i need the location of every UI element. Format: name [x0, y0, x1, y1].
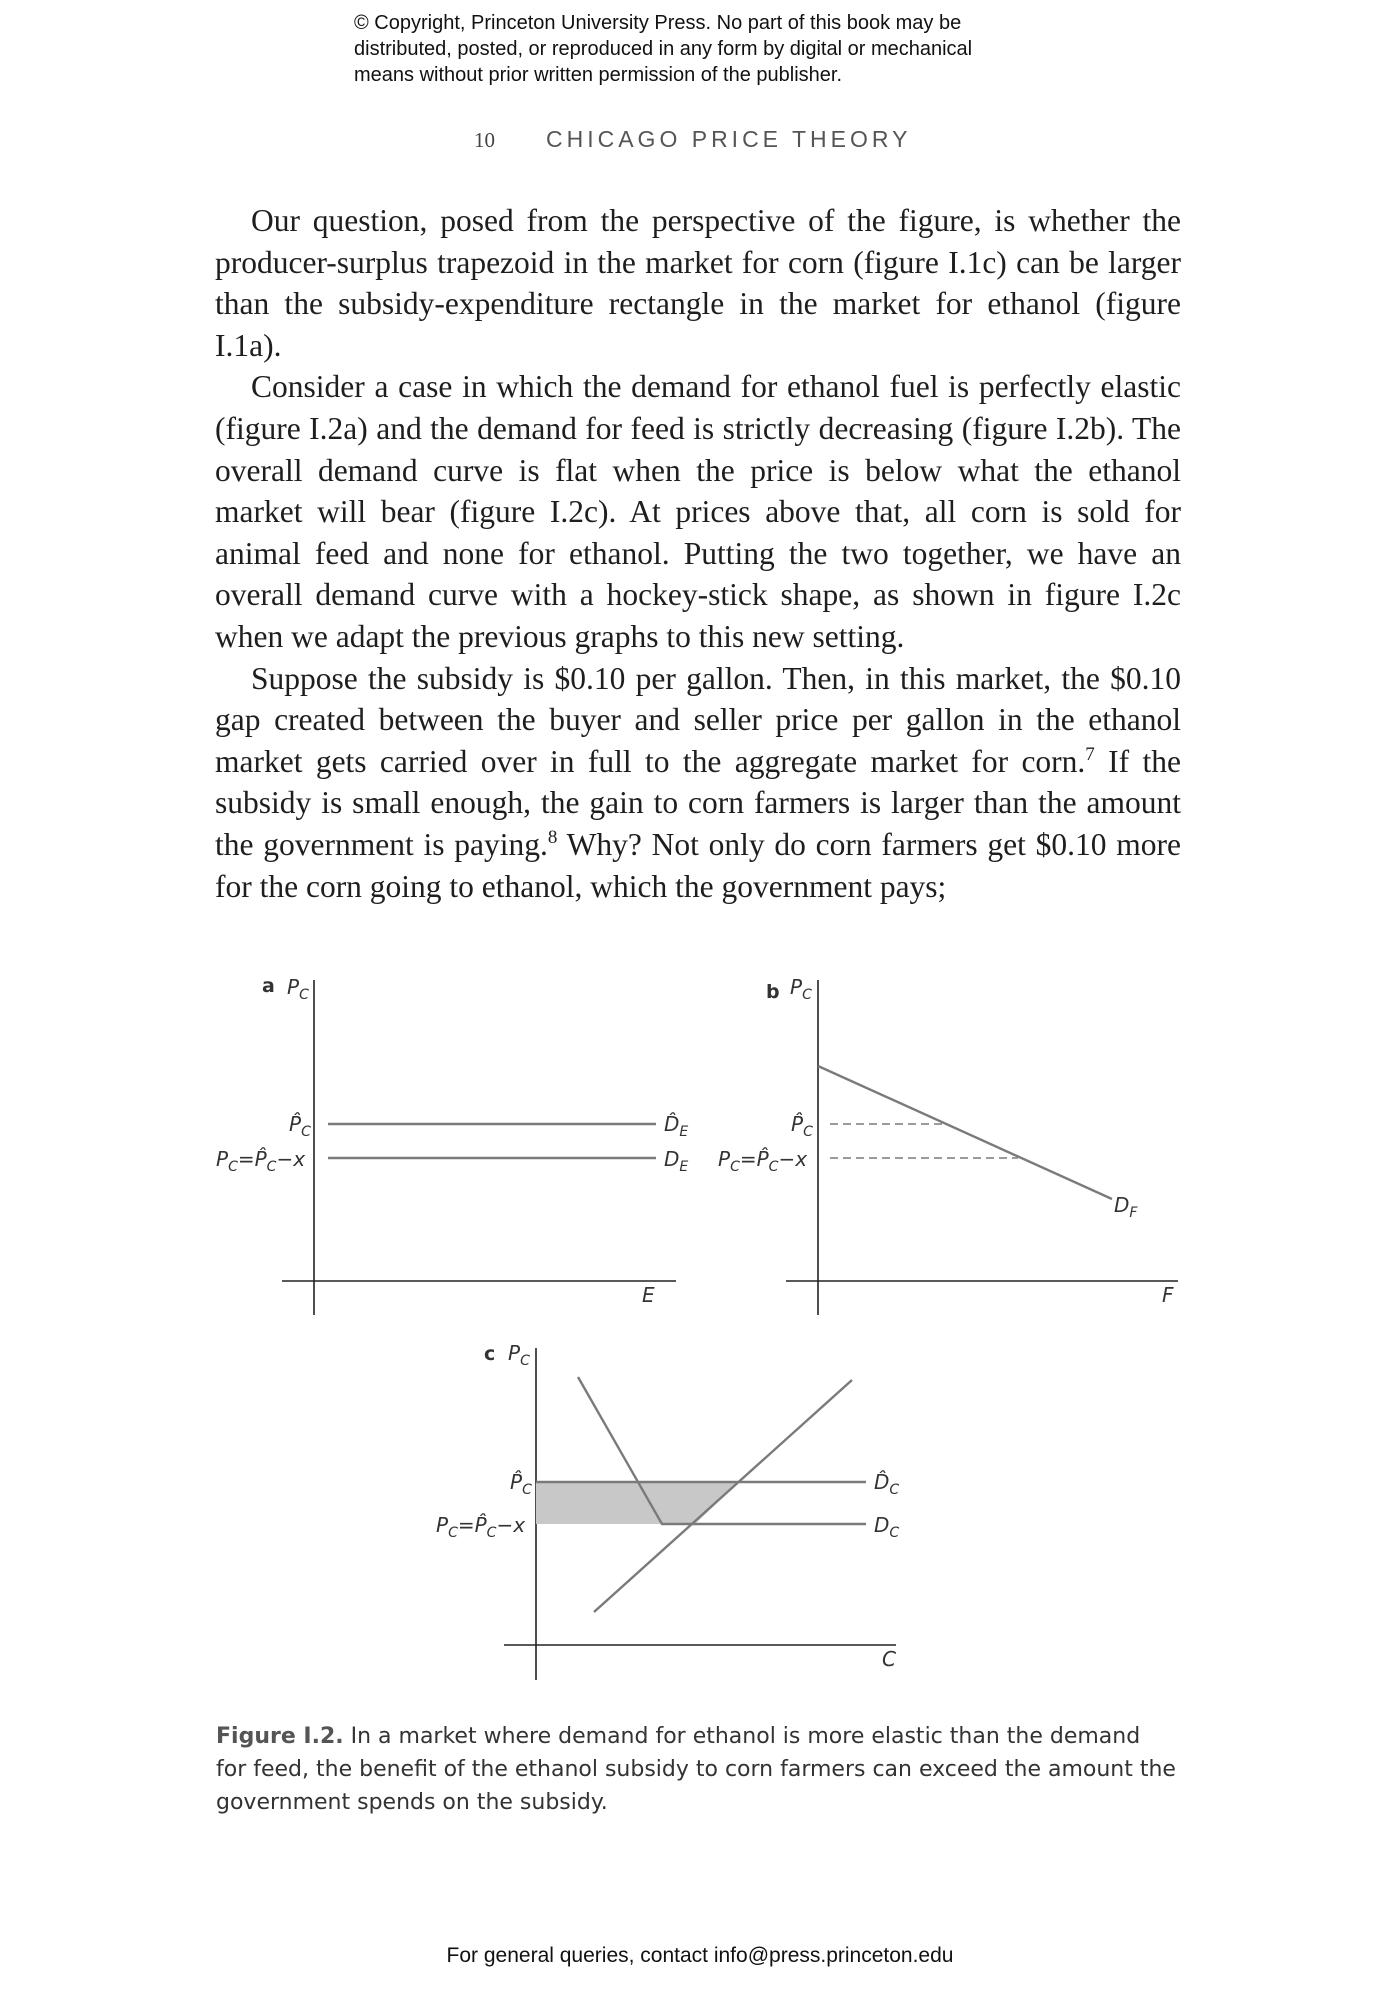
panel-a-lower-curve-label: $D_E$ — [664, 1147, 689, 1175]
panel-b-lower-price-label: $P_C=P̂_C-x$ — [718, 1147, 808, 1175]
panel-b-upper-price-label: $P̂_C$ — [791, 1112, 813, 1140]
panel-c-y-axis-label: $P_C$ — [508, 1341, 530, 1369]
panel-a — [216, 975, 688, 1315]
panel-a-lower-price-label: $P_C=P̂_C-x$ — [216, 1147, 306, 1175]
body-text — [215, 200, 1181, 907]
book-title: CHICAGO PRICE THEORY — [546, 126, 912, 152]
panel-c-x-axis-label: C — [882, 1647, 896, 1671]
panel-a-x-axis-label: E — [642, 1283, 655, 1307]
footnote-marker[interactable]: 7 — [1085, 743, 1095, 765]
page-number: 10 — [474, 128, 495, 152]
paragraph-text: If the subsidy is small enough, the gain to corn farmers is larger than the amount the government is paying. — [215, 743, 1181, 862]
copyright-line: © Copyright, Princeton University Press. No part of this book may be — [354, 12, 962, 34]
running-head — [0, 126, 1400, 156]
panel-c-shaded-area — [536, 1482, 739, 1524]
footer-contact: For general queries, contact info@press.princeton.edu — [446, 1944, 954, 1967]
copyright-notice — [354, 10, 1114, 88]
panel-b — [718, 975, 1178, 1315]
footnote-marker[interactable]: 8 — [547, 826, 558, 848]
panel-c-hockey-stick-demand — [578, 1377, 866, 1524]
panel-c-lower-price-label: $P_C=P̂_C-x$ — [436, 1513, 526, 1541]
panel-c-label: c — [484, 1343, 496, 1365]
paragraph — [215, 658, 1181, 908]
panel-b-feed-demand-line — [818, 1066, 1112, 1199]
panel-b-curve-label: $D_F$ — [1114, 1193, 1138, 1221]
panel-a-upper-price-label: $P̂_C$ — [289, 1112, 311, 1140]
panel-b-x-axis-label: F — [1162, 1283, 1174, 1307]
caption-text: In a market where demand for ethanol is more elastic than the demand for feed, the benefit of the ethanol subsidy to corn farmers can exceed the amount the government spends on the subsidy. — [216, 1724, 1176, 1815]
caption-label: Figure I.2. — [216, 1724, 344, 1749]
panel-a-upper-curve-label: $D̂_E$ — [664, 1112, 689, 1140]
paragraph-text: Why? Not only do corn farmers get $0.10 more for the corn going to ethanol, which the government pays; — [215, 826, 1182, 904]
paragraph: Our question, posed from the perspective of the figure, is whether the producer-surplus trapezoid in the market for corn (figure I.1c) can be larger than the subsidy-expenditure rectangle in the market for ethanol (figure I.1a). — [215, 203, 1181, 363]
paragraph-text: Suppose the subsidy is $0.10 per gallon. Then, in this market, the $0.10 gap created between the buyer and seller price per gallon in the ethanol market gets carried over in full to the aggregate market for corn. — [215, 660, 1181, 779]
panel-a-label: a — [262, 975, 275, 997]
panel-a-y-axis-label: $P_C$ — [287, 975, 309, 1003]
figure-caption — [216, 1720, 1176, 1819]
panel-b-label: b — [766, 981, 780, 1003]
panel-b-y-axis-label: $P_C$ — [790, 975, 812, 1003]
panel-c-lower-curve-label: $D_C$ — [874, 1513, 900, 1541]
copyright-line: distributed, posted, or reproduced in any form by digital or mechanical — [354, 38, 973, 60]
panel-c-upper-price-label: $P̂_C$ — [510, 1470, 532, 1498]
panel-c-supply-line — [594, 1380, 852, 1612]
copyright-line: means without prior written permission of the publisher. — [354, 64, 843, 86]
paragraph: Consider a case in which the demand for ethanol fuel is perfectly elastic (figure I.2a) and the demand for feed is strictly decreasing (figure I.2b). The overall demand curve is flat when the price is below what the ethanol market will bear (figure I.2c). At prices above that, all corn is sold for animal feed and none for ethanol. Putting the two together, we have an overall demand curve with a hockey-stick shape, as shown in figure I.2c when we adapt the previous graphs to this new setting. — [215, 369, 1181, 654]
panel-c-upper-curve-label: $D̂_C$ — [874, 1470, 900, 1498]
panel-c — [436, 1341, 899, 1680]
